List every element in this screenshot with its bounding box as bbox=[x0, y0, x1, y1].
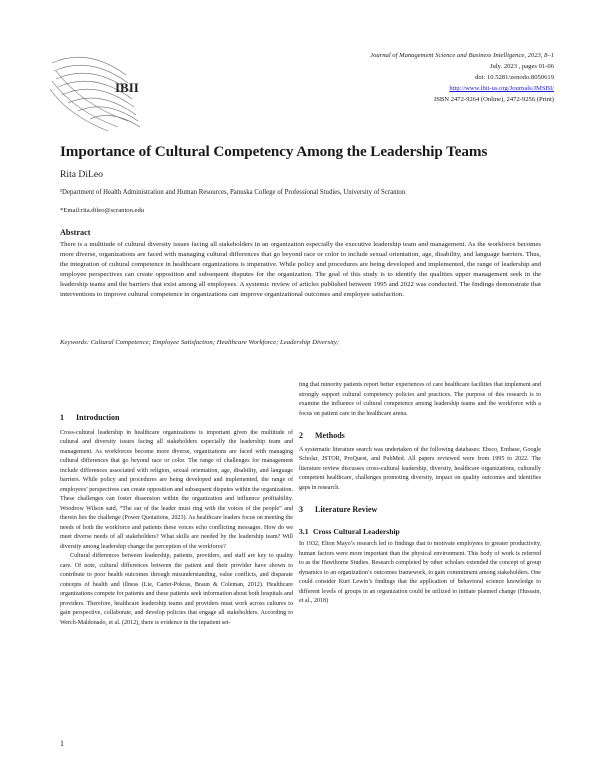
subsection-number: 3.1 bbox=[299, 526, 309, 536]
page-number: 1 bbox=[60, 739, 64, 748]
journal-date-pages: July. 2023 , pages 01-06 bbox=[489, 63, 554, 70]
abstract-heading: Abstract bbox=[60, 228, 91, 237]
section-title: Introduction bbox=[76, 413, 120, 422]
author-name: Rita DiLeo bbox=[60, 169, 103, 180]
section-heading-introduction bbox=[60, 413, 293, 423]
section-number: 3 bbox=[299, 505, 303, 514]
paragraph: A systematic literature search was undertaken of the following databases: Ebsco, Embase, Google Scholar, JSTOR, ProQuest, and PubMed. All papers reviewed were from 1995 to 2022. The literature review discusses cross-cultural leadership, diversity, healthcare organizations, culturally competent healthcare, challenges promoting diversity, impact on quality outcomes and identifies gaps in research. bbox=[299, 446, 541, 491]
journal-url-link[interactable]: http://www.ibii-us.org/Journals/JMSBI/ bbox=[449, 85, 554, 92]
journal-issn: ISBN 2472-9264 (Online), 2472-9256 (Print) bbox=[434, 96, 554, 103]
paragraph: ting that minority patients report better experiences of care healthcare facilities that implement and strongly support cultural competency policies and practices. The purpose of this research is to examine the influence of cultural competence among leadership teams and the workforce with a focus on patient care in the healthcare arena. bbox=[299, 382, 541, 417]
abstract-text: There is a multitude of cultural diversity issues facing all stakeholders in an organization especially the executive leadership team and management. As the workforce becomes more diverse, organizations are faced with managing cultural differences that go beyond race or color to include sexual orientation, age, disability, and language barriers. Thus, the integration of cultural competence in healthcare organizations is imperative. While policy and procedures are being developed and implemented, the range of leadership and employee perspectives can create opposition and subsequent disputes for the organization. The goal of this study is to identify the qualities upper management seek in the leadership teams and the barriers that exist among all employees. A systemic review of articles published between 1995 and 2022 was conducted. The findings demonstrate that interventions to improve cultural competence in organizations can improve organizational outcomes and employee satisfaction. bbox=[60, 241, 541, 299]
keywords: Keywords: Cultural Competence; Employee Satisfaction; Healthcare Workforce; Leadership Diversity; bbox=[60, 339, 340, 346]
section-number: 2 bbox=[299, 431, 303, 440]
author-affiliation: ¹Department of Health Administration and Human Resources, Panuska College of Professional Studies, University of Scranton bbox=[60, 189, 406, 196]
paragraph: In 1932, Elton Mayo’s research led to findings that to motivate employees to greater productivity, human factors were more important than the physical environment. This body of work is referred to as the Hawthorne Studies. Research completed by other scholars extended the concept of group dynamics to an organization’s outcomes framework, to gain commitment among stakeholders. One could consider Kurt Lewin’s findings that the application of behavioral science knowledge to different levels of groups in an organization could be utilized to initiate planned change (Hussain, et al., 2018) bbox=[299, 541, 541, 604]
section-number: 1 bbox=[60, 413, 64, 422]
journal-logo bbox=[48, 45, 163, 135]
author-email[interactable]: *Email:rita.dileo@scranton.edu bbox=[60, 207, 145, 214]
section-heading-methods bbox=[299, 431, 541, 441]
subsection-heading-cross-cultural-leadership bbox=[299, 527, 541, 537]
journal-info bbox=[254, 50, 554, 105]
section-title: Methods bbox=[315, 431, 345, 440]
left-column bbox=[60, 413, 293, 628]
journal-doi: doi: 10.5281/zenodo.8050619 bbox=[475, 74, 554, 81]
section-heading-literature-review bbox=[299, 505, 541, 515]
journal-name: Journal of Management Science and Business Intelligence, 2023, 8–1 bbox=[370, 52, 554, 59]
paper-title: Importance of Cultural Competency Among the Leadership Teams bbox=[60, 143, 488, 160]
paragraph: Cultural differences between leadership, patients, providers, and staff are key to quality care. Of note, cultural differences between the patient and their provider have shown to contribute to poor health outcomes through misunderstanding, value conflicts, and disparate concepts of health and illness (Lie, Carter-Pokras, Braun & Coleman, 2012). Healthcare organizations compete for patients and these patients seek information about both hospitals and providers. Therefore, healthcare leadership teams and providers must work across cultures to gain perspective, collaborate, and develop policies that engage all stakeholders. According to Werch-Maldonado, et al. (2012), there is evidence in the inpatient set- bbox=[60, 553, 293, 626]
subsection-title: Cross Cultural Leadership bbox=[313, 526, 400, 536]
right-column bbox=[299, 381, 541, 607]
section-title: Literature Review bbox=[315, 505, 378, 514]
logo-text: IBII bbox=[115, 80, 139, 95]
paragraph: Cross-cultural leadership in healthcare organizations is important given the multitude of cultural and diversity issues facing all stakeholders especially the leadership team and management. As workforces become more diverse, organizations are faced with managing cultural differences that go beyond race or color. The range of challenges for management include differences associated with religion, sexual orientation, age, disability, and language barriers. While policy and procedures are being developed and implemented, the range of employees’ perspectives can create opposition and subsequent disputes within the organization. These challenges can foster dissension within the organization and influence profitability. Woodrow Wilson said, “The ear of the leader must ring with the voices of the people” and therein lies the challenge (Power Quotations, 2023). As healthcare leaders focus on meeting the needs of both the workforce and patients these voices echo conflicting messages. How do we meet diverse needs of all stakeholders? What skills are needed by the leadership team? Will diversity among leadership change the perception of the workforce? bbox=[60, 429, 293, 550]
